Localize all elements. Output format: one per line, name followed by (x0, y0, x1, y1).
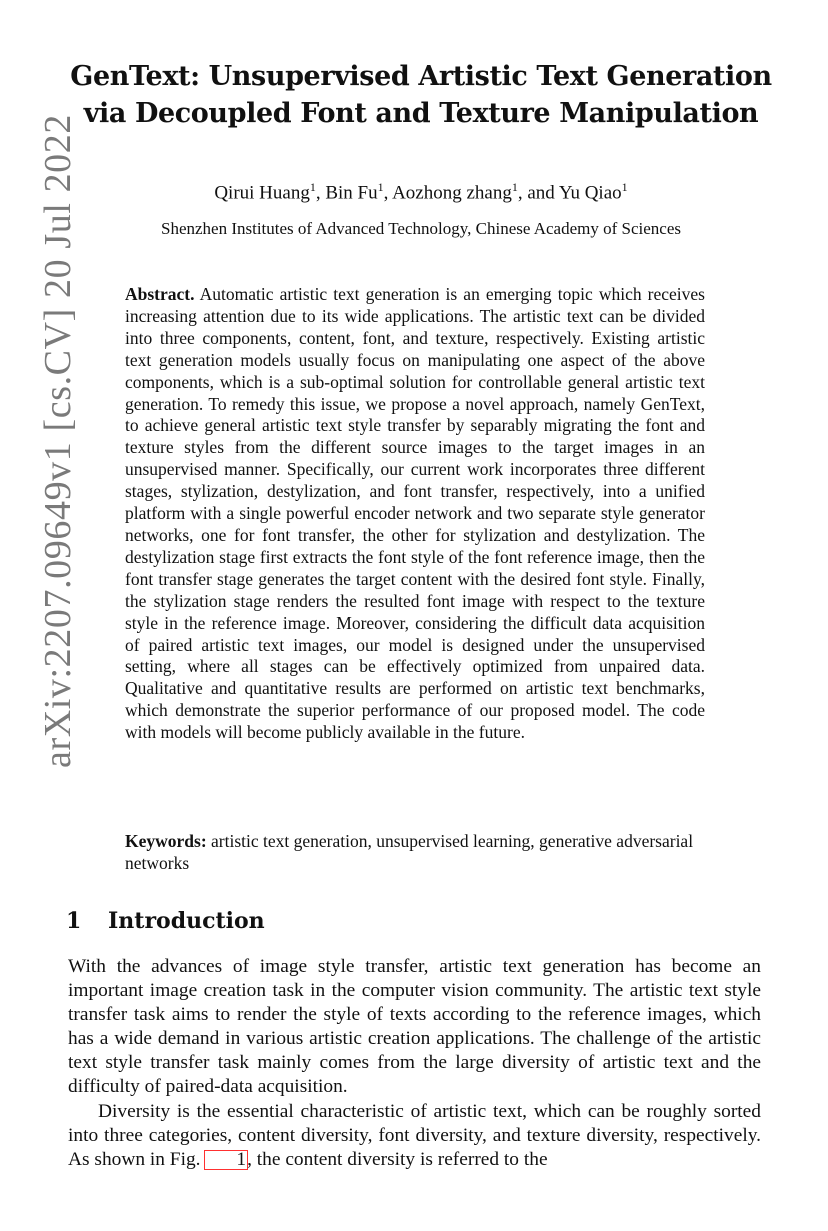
abstract-label: Abstract. (125, 284, 195, 304)
section-number: 1 (66, 908, 82, 934)
abstract (125, 284, 705, 744)
author-separator: , and (517, 182, 559, 204)
body-paragraph: With the advances of image style transfer, artistic text generation has become an important image creation task in the computer vision community. The artistic text style transfer task aims to render the style of texts according to the reference images, which has a wide demand in various artistic creation applications. The challenge of the artistic text style transfer task mainly comes from the large diversity of artistic text and the difficulty of paired-data acquisition. (68, 956, 761, 1098)
body-paragraph-text: , the content diversity is referred to the (247, 1148, 548, 1170)
author-affiliation-mark: 1 (377, 180, 384, 194)
keywords-text: artistic text generation, unsupervised learning, generative adversarial networks (125, 831, 694, 873)
author-name: Bin Fu (325, 182, 378, 204)
author-affiliation: Shenzhen Institutes of Advanced Technology, Chinese Academy of Sciences (160, 219, 681, 238)
author-name: Yu Qiao (558, 182, 622, 204)
author-separator: , (383, 182, 393, 204)
author-separator: , (315, 182, 326, 204)
introduction-body (68, 955, 761, 1172)
keywords-label: Keywords: (125, 831, 207, 851)
author-affiliation-mark: 1 (621, 180, 628, 194)
body-paragraph-text: Diversity is the essential characteristic of artistic text, which can be roughly sorted into three categories, content diversity, font diversity, and texture diversity, respectively. As shown in Fig. (68, 1100, 761, 1170)
section-title: Introduction (108, 908, 265, 934)
paper-title (66, 58, 776, 132)
body-paragraph (68, 1100, 761, 1172)
author-affiliation-mark: 1 (309, 180, 316, 194)
section-heading (66, 906, 766, 936)
abstract-text: Automatic artistic text generation is an emerging topic which receives increasing attention due to its wide applications. The artistic text can be divided into three components, content, font, and texture, respectively. Existing artistic text generation models usually focus on manipulating one aspect of the above components, which is a sub-optimal solution for controllable general artistic text generation. To remedy this issue, we propose a novel approach, namely GenText, to achieve general artistic text style transfer by separably migrating the font and texture styles from the different source images to the target images in an unsupervised manner. Specifically, our current work incorporates three different stages, stylization, destylization, and font transfer, respectively, into a unified platform with a single powerful encoder network and two separate style generator networks, one for font transfer, the other for stylization and destylization. The destylization stage first extracts the font style of the font reference image, then the font transfer stage generates the target content with the desired font style. Finally, the stylization stage renders the resulted font image with respect to the texture style in the reference image. Moreover, considering the difficult data acquisition of paired artistic text images, our model is designed under the unsupervised setting, where all stages can be effectively optimized from unpaired data. Qualitative and quantitative results are performed on artistic text benchmarks, which demonstrate the superior performance of our proposed model. The code with models will become publicly available in the future. (125, 284, 705, 743)
title-line-1: GenText: Unsupervised Artistic Text Generation (70, 61, 772, 92)
author-affiliation-mark: 1 (511, 180, 518, 194)
author-list (66, 174, 776, 206)
title-line-2: via Decoupled Font and Texture Manipulation (83, 98, 759, 129)
author-name: Aozhong zhang (392, 182, 512, 204)
author-name: Qirui Huang (214, 182, 310, 204)
keywords (125, 830, 705, 874)
arxiv-identifier-stamp: arXiv:2207.09649v1 [cs.CV] 20 Jul 2022 (37, 114, 79, 768)
figure-reference-link[interactable]: 1 (205, 1151, 247, 1169)
